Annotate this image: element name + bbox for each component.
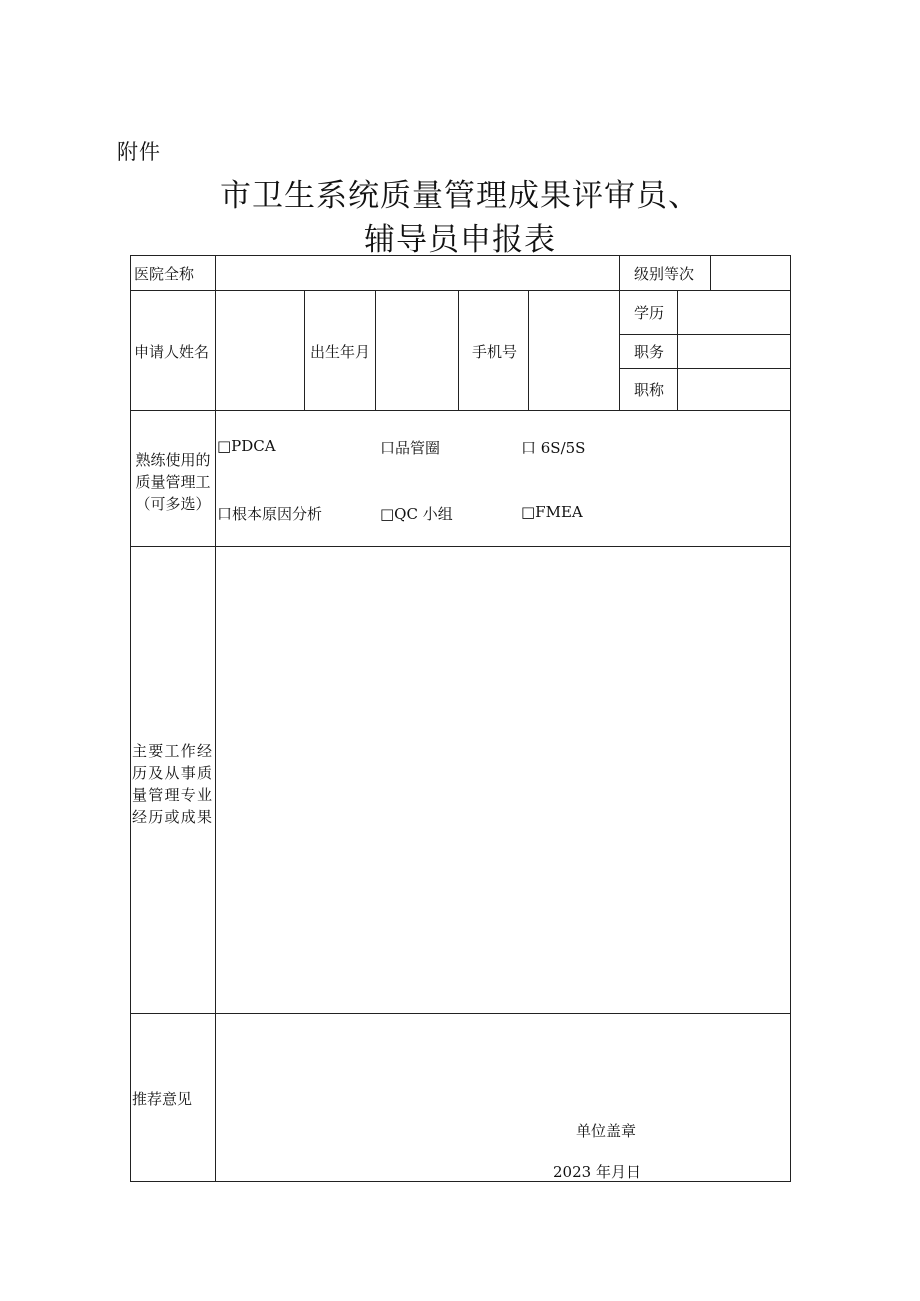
birth-date-label: 出生年月 xyxy=(310,343,371,361)
education-field[interactable] xyxy=(680,293,788,332)
experience-label: 主要工作经历及从事质量管理专业经历或成果 xyxy=(132,742,212,826)
page-title-line2: 辅导员申报表 xyxy=(364,222,556,258)
hospital-name-field[interactable] xyxy=(218,258,617,289)
tools-label: 熟练使用的质量管理工（可多选） xyxy=(135,451,211,513)
tool-option-6s-5s[interactable]: 口 6S/5S xyxy=(521,439,586,457)
recommendation-field[interactable] xyxy=(218,1016,788,1116)
tool-option-root-cause-analysis[interactable]: 口根本原因分析 xyxy=(217,505,323,523)
education-label: 学历 xyxy=(634,304,665,322)
position-field[interactable] xyxy=(680,337,788,366)
applicant-name-label: 申请人姓名 xyxy=(134,343,210,361)
phone-field[interactable] xyxy=(531,293,617,408)
attachment-label: 附件 xyxy=(117,140,161,164)
tool-option-pdca[interactable]: □PDCA xyxy=(217,437,276,455)
tool-option-quality-circle[interactable]: 口品管圈 xyxy=(380,439,441,457)
title-label: 职称 xyxy=(634,381,665,399)
phone-label: 手机号 xyxy=(472,343,518,361)
date-label: 2023 年月日 xyxy=(553,1163,641,1181)
page-title-line1: 市卫生系统质量管理成果评审员、 xyxy=(220,178,700,214)
birth-date-field[interactable] xyxy=(378,293,456,408)
recommendation-label: 推荐意见 xyxy=(132,1090,193,1108)
level-field[interactable] xyxy=(713,258,788,289)
level-label: 级别等次 xyxy=(634,265,695,283)
applicant-name-field[interactable] xyxy=(218,293,302,408)
position-label: 职务 xyxy=(634,343,665,361)
tool-option-qc-group[interactable]: □QC 小组 xyxy=(380,505,453,523)
title-field[interactable] xyxy=(680,371,788,408)
unit-seal-label: 单位盖章 xyxy=(576,1122,637,1140)
experience-field[interactable] xyxy=(218,549,788,1011)
hospital-name-label: 医院全称 xyxy=(134,265,195,283)
tool-option-fmea[interactable]: □FMEA xyxy=(521,503,583,521)
